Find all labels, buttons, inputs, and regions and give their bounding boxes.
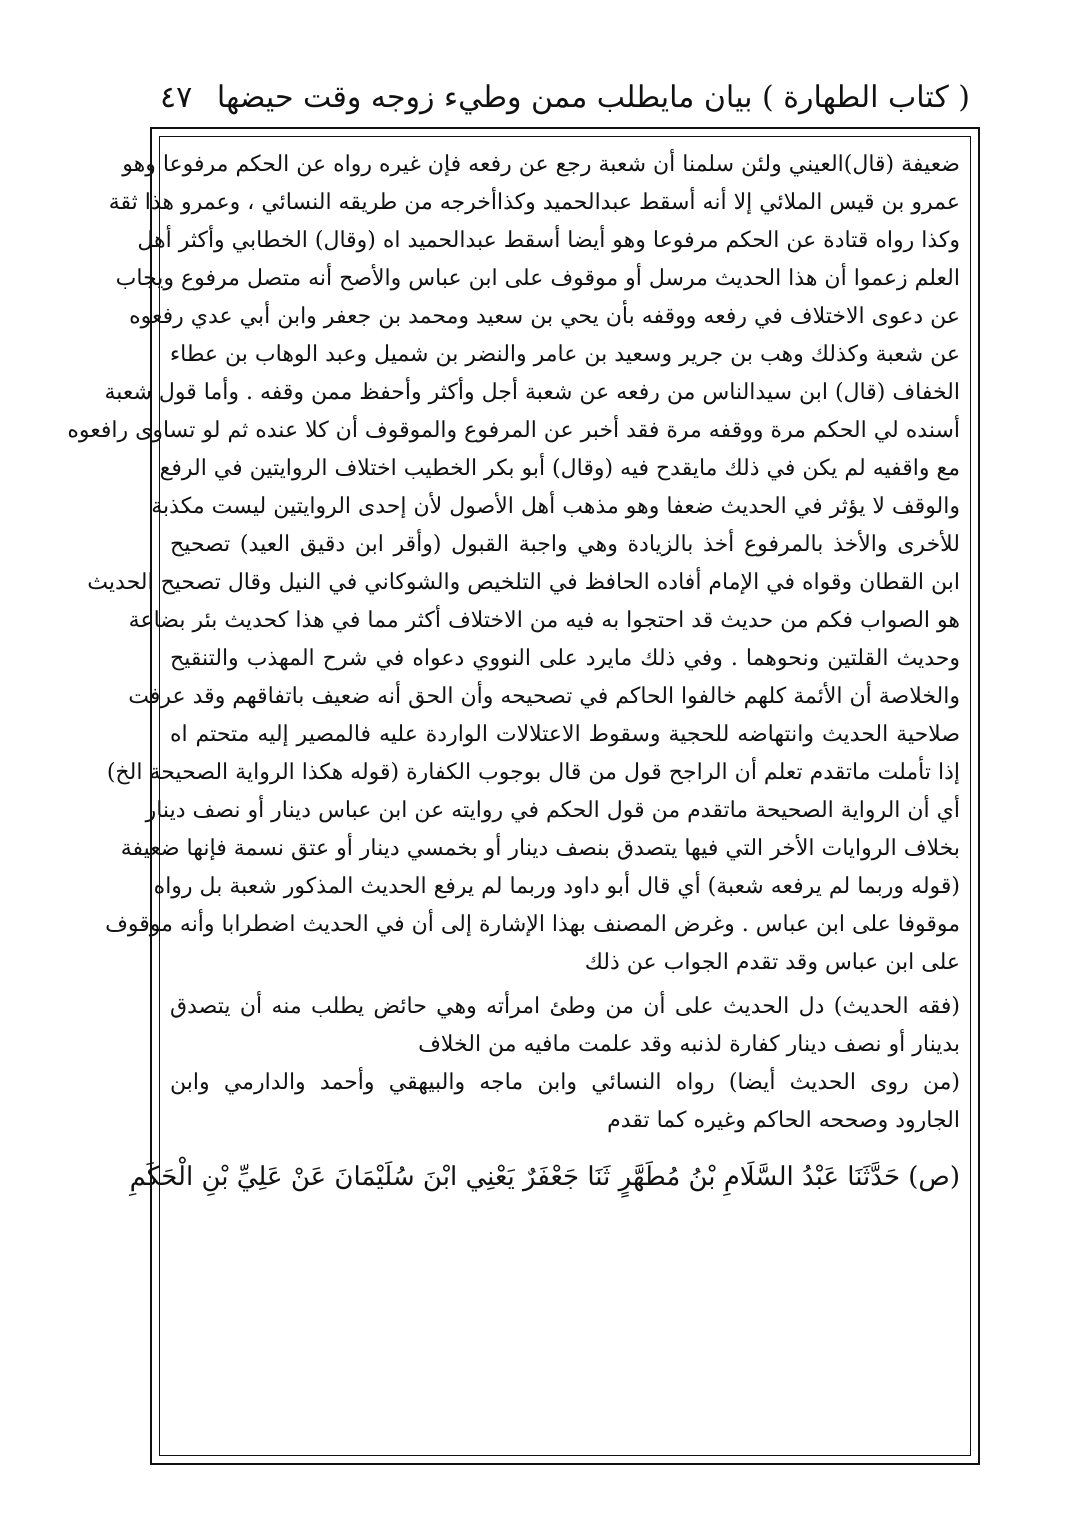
- hadith-line: (ص) حَدَّثَنَا عَبْدُ السَّلَامِ بْنُ مُطَهَّرٍ ثَنَا جَعْفَرٌ يَعْنِي ابْنَ سُلَيْمَانَ عَنْ عَلِيِّ بْنِ الْحَكَمِ: [129, 1162, 960, 1192]
- text-line: ابن القطان وقواه في الإمام أفاده الحافظ في التلخيص والشوكاني في النيل وقال تصحيح الحديث: [87, 570, 960, 595]
- text-line: والوقف لا يؤثر في الحديث ضعفا وهو مذهب أهل الأصول لأن إحدى الروايتين ليست مكذبة: [151, 494, 960, 519]
- text-line: العلم زعموا أن هذا الحديث مرسل أو موقوف على ابن عباس والأصح أنه متصل مرفوع ويجاب: [115, 266, 960, 291]
- text-line: عمرو بن قيس الملائي إلا أنه أسقط عبدالحميد وكذاأخرجه من طريقه النسائي ، وعمرو هذا ثقة: [108, 190, 960, 215]
- text-line: الجارود وصححه الحاكم وغيره كما تقدم: [607, 1108, 960, 1133]
- page-body: [67, 146, 960, 1204]
- text-line: بخلاف الروايات الأخر التي فيها يتصدق بنصف دينار أو بخمسي دينار أو عتق نسمة فإنها ضعيفة: [120, 836, 960, 861]
- text-line: بدينار أو نصف دينار كفارة لذنبه وقد علمت مافيه من الخلاف: [418, 1032, 960, 1057]
- text-line: موقوفا على ابن عباس . وغرض المصنف بهذا الإشارة إلى أن في الحديث اضطرابا وأنه موقوف: [105, 912, 960, 937]
- text-line: الخفاف (قال) ابن سيدالناس من رفعه عن شعبة أجل وأكثر وأحفظ ممن وقفه . وأما قول شعبة: [104, 380, 960, 405]
- text-line: (فقه الحديث) دل الحديث على أن من وطئ امرأته وهي حائض يطلب منه أن يتصدق: [170, 994, 960, 1019]
- text-line: والخلاصة أن الأئمة كلهم خالفوا الحاكم في تصحيحه وأن الحق أنه ضعيف باتفاقهم وقد عرفت: [128, 684, 960, 709]
- text-line: ضعيفة (قال)العيني ولئن سلمنا أن شعبة رجع عن رفعه فإن غيره رواه عن الحكم مرفوعا وهو: [122, 152, 960, 177]
- page-number: ٤٧: [160, 79, 193, 115]
- text-line: (قوله وربما لم يرفعه شعبة) أي قال أبو داود وربما لم يرفع الحديث المذكور شعبة بل رواه: [153, 874, 960, 899]
- text-line: إذا تأملت ماتقدم تعلم أن الراجح قول من قال بوجوب الكفارة (قوله هكذا الرواية الصحيحة الخ): [106, 760, 960, 785]
- running-title: ( كتاب الطهارة ) بيان مايطلب ممن وطيء زوجه وقت حيضها: [216, 79, 970, 115]
- page-header: [160, 72, 970, 122]
- text-line: وحديث القلتين ونحوهما . وفي ذلك مايرد على النووي دعواه في شرح المهذب والتنقيح: [170, 646, 960, 671]
- text-line: عن دعوى الاختلاف في رفعه ووقفه بأن يحي بن سعيد ومحمد بن جعفر وابن أبي عدي رفعوه: [129, 304, 960, 329]
- text-line: هو الصواب فكم من حديث قد احتجوا به فيه من الاختلاف أكثر مما في هذا كحديث بئر بضاعة: [128, 608, 960, 633]
- text-line: وكذا رواه قتادة عن الحكم مرفوعا وهو أيضا أسقط عبدالحميد اه (وقال) الخطابي وأكثر أهل: [137, 228, 960, 253]
- text-line: (من روى الحديث أيضا) رواه النسائي وابن ماجه والبيهقي وأحمد والدارمي وابن: [170, 1070, 960, 1095]
- text-line: أي أن الرواية الصحيحة ماتقدم من قول الحكم في روايته عن ابن عباس دينار أو نصف دينار: [145, 798, 960, 823]
- text-line: أسنده لي الحكم مرة ووقفه مرة فقد أخبر عن المرفوع والموقوف أن كلا عنده ثم لو تساوى رافعوه: [67, 418, 960, 443]
- text-line: عن شعبة وكذلك وهب بن جرير وسعيد بن عامر والنضر بن شميل وعبد الوهاب بن عطاء: [169, 342, 960, 367]
- text-line: للأخرى والأخذ بالمرفوع أخذ بالزيادة وهي واجبة القبول (وأقر ابن دقيق العيد) تصحيح: [170, 532, 960, 557]
- text-line: صلاحية الحديث وانتهاضه للحجية وسقوط الاعتلالات الواردة عليه فالمصير إليه متحتم اه: [170, 722, 960, 747]
- text-line: مع واقفيه لم يكن في ذلك مايقدح فيه (وقال) أبو بكر الخطيب اختلاف الروايتين في الرفع: [159, 456, 960, 481]
- text-line: على ابن عباس وقد تقدم الجواب عن ذلك: [584, 950, 960, 975]
